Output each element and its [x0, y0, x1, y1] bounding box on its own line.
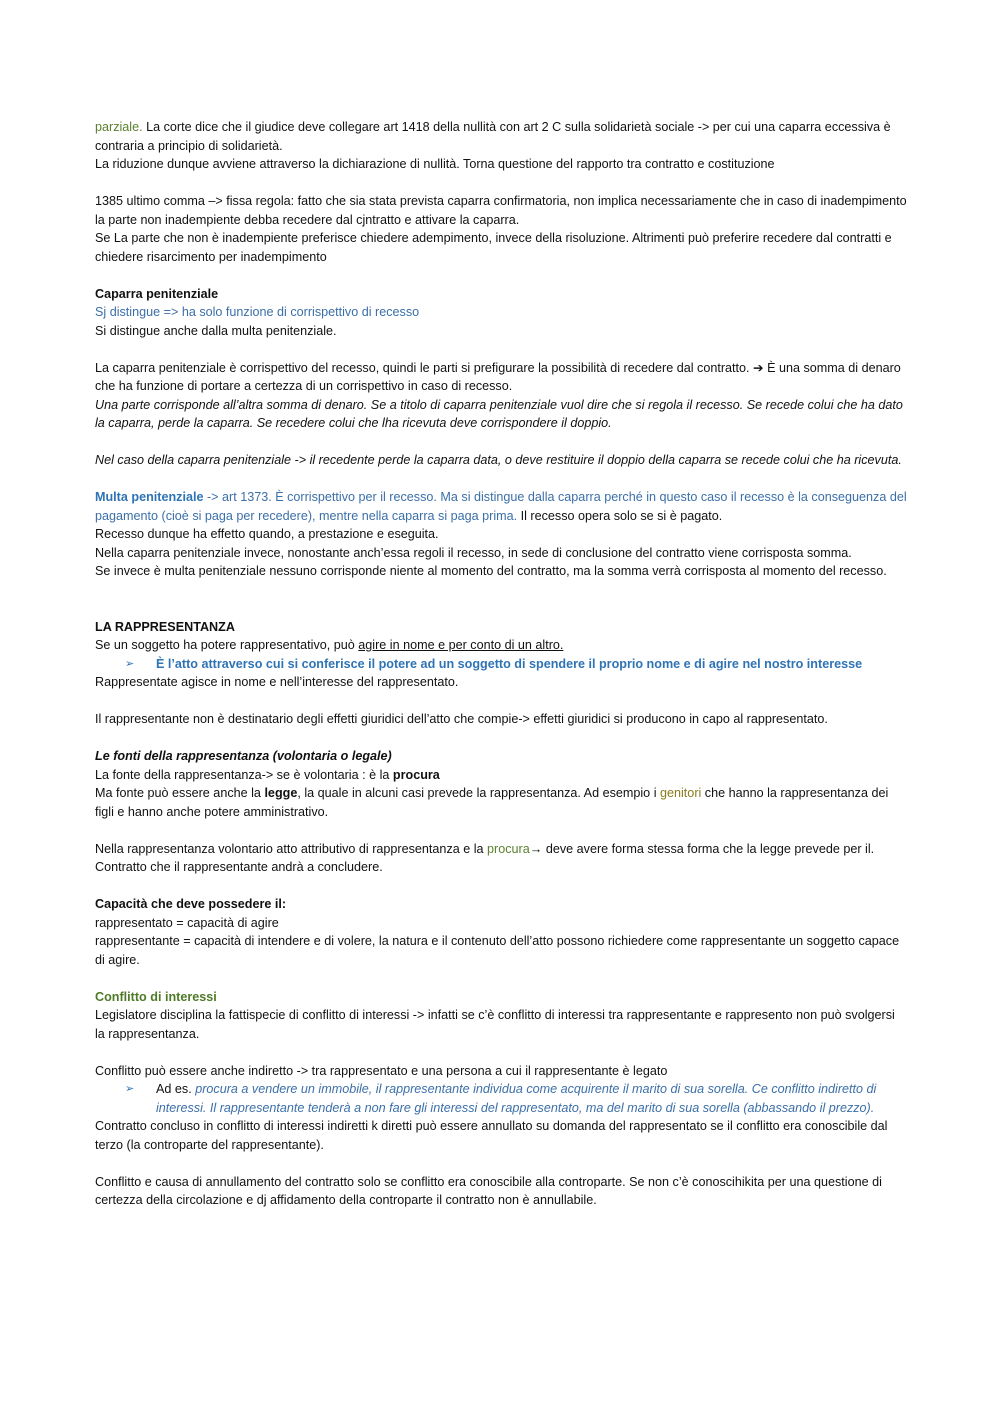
paragraph: Se un soggetto ha potere rappresentativo, può agire in nome e per conto di un altro.	[95, 638, 564, 652]
paragraph: Si distingue anche dalla multa penitenziale.	[95, 323, 337, 338]
section-heading: Multa penitenziale	[95, 490, 204, 504]
paragraph: Nella rappresentanza volontario atto attributivo di rappresentanza e la procura→ deve avere forma stessa forma che la legge prevede per il. Contratto che il rappresentante andrà a concludere.	[95, 841, 875, 874]
paragraph: Se invece è multa penitenziale nessuno corrisponde niente al momento del contratto, ma la somma verrà corrisposta al momento del recesso.	[95, 564, 887, 578]
paragraph: Conflitto e causa di annullamento del contratto solo se conflitto era conoscibile alla controparte. Se non c’è conoscihikita per una questione di certezza della circolazione e dj affidamento della controparte il contratto non è annullabile.	[95, 1174, 882, 1207]
section-heading: Le fonti della rappresentanza (volontaria o legale)	[95, 749, 392, 763]
section-heading: LA RAPPRESENTANZA	[95, 619, 235, 634]
highlight-word: parziale.	[95, 120, 143, 134]
paragraph: Contratto concluso in conflitto di interessi indiretti k diretti può essere annullato su domanda del rappresentato se il conflitto era conoscibile dal terzo (la controparte del rappresentante).	[95, 1119, 888, 1152]
paragraph: La caparra penitenziale è corrispettivo del recesso, quindi le parti si prefigurare la possibilità di recedere dal contratto. ➔ È una somma di denaro che ha funzione di portare a certezza di un corrispettivo in caso di recesso.	[95, 360, 901, 393]
bullet-item: ➢ Ad es. procura a vendere un immobile, il rappresentante individua come acquirente il marito di sua sorella. Ce conflitto indiretto di interessi. Il rappresentante tenderà a non fare gli interessi del rappresentato, ma del marito di sua sorella (abbassando il prezzo).	[125, 1082, 877, 1115]
paragraph: Conflitto può essere anche indiretto -> tra rappresentato e una persona a cui il rappresentante è legato	[95, 1063, 668, 1078]
section-heading: Capacità che deve possedere il:	[95, 897, 287, 911]
paragraph: Se La parte che non è inadempiente preferisce chiedere adempimento, invece della risoluzione. Altrimenti può preferire recedere dal contratti e chiedere risarcimento per inadempimento	[95, 231, 892, 264]
section-heading: Conflitto di interessi	[95, 989, 217, 1004]
paragraph: 1385 ultimo comma –> fissa regola: fatto che sia stata prevista caparra confirmatoria, non implica necessariamente che in caso di inadempimento la parte non inadempiente debba recedere dal cjntratto e attivare la caparra.	[95, 194, 907, 227]
paragraph: La riduzione dunque avviene attraverso la dichiarazione di nullità. Torna questione del rapporto tra contratto e costituzione	[95, 157, 775, 171]
underlined-text: agire in nome e per conto di un altro.	[358, 638, 564, 652]
paragraph: Legislatore disciplina la fattispecie di conflitto di interessi -> infatti se c’è conflitto di interessi tra rappresentante e rappresento non può svolgersi la rappresentanza.	[95, 1008, 895, 1041]
arrow-icon: →	[529, 841, 543, 856]
bullet-arrow-icon: ➢	[125, 1083, 135, 1095]
document-body	[95, 118, 907, 1210]
paragraph: Nella caparra penitenziale invece, nonostante anch’essa regoli il recesso, in sede di conclusione del contratto viene corrisposta somma.	[95, 545, 852, 560]
bullet-item: ➢ È l’atto attraverso cui si conferisce il potere ad un soggetto di spendere il proprio nome e di agire nel nostro interesse	[95, 655, 907, 674]
italic-paragraph: Nel caso della caparra penitenziale -> il recedente perde la caparra data, o deve restituire il doppio della caparra se recede colui che ha ricevuta.	[95, 453, 902, 467]
italic-paragraph: Una parte corrisponde all’altra somma di denaro. Se a titolo di caparra penitenziale vuol dire che si regola il recesso. Se recede colui che ha dato la caparra, perde la caparra. Se recedere colui che lha ricevuta deve corrispondere il doppio.	[95, 397, 903, 430]
section-heading: Caparra penitenziale	[95, 286, 219, 301]
paragraph: Il rappresentante non è destinatario degli effetti giuridici dell’atto che compie-> effetti giuridici si producono in capo al rappresentato.	[95, 712, 828, 726]
paragraph	[95, 118, 907, 155]
paragraph-text: La corte dice che il giudice deve collegare art 1418 della nullità con art 2 C sulla solidarietà sociale -> per cui una caparra eccessiva è contraria a principio di solidarietà.	[95, 120, 891, 153]
paragraph: Rappresentate agisce in nome e nell’interesse del rappresentato.	[95, 675, 459, 689]
paragraph: rappresentante = capacità di intendere e di volere, la natura e il contenuto dell’atto possono richiedere come rappresentante un soggetto capace di agire.	[95, 934, 900, 967]
paragraph: Ma fonte può essere anche la legge, la quale in alcuni casi prevede la rappresentanza. Ad esempio i genitori che hanno la rappresentanza dei figli e hanno anche potere amministrativo.	[95, 786, 889, 819]
arrow-icon: ➔	[753, 360, 764, 375]
paragraph: Multa penitenziale -> art 1373. È corrispettivo per il recesso. Ma si distingue dalla caparra perché in questo caso il recesso è la conseguenza del pagamento (cioè si paga per recedere), mentre nella caparra si paga prima. Il recesso opera solo se si è pagato.	[95, 490, 907, 523]
bullet-arrow-icon: ➢	[125, 657, 135, 670]
paragraph: Recesso dunque ha effetto quando, a prestazione e eseguita.	[95, 527, 439, 541]
note-line: Sj distingue => ha solo funzione di corrispettivo di recesso	[95, 305, 420, 319]
paragraph: rappresentato = capacità di agire	[95, 915, 279, 930]
paragraph: La fonte della rappresentanza-> se è volontaria : è la procura	[95, 767, 440, 782]
